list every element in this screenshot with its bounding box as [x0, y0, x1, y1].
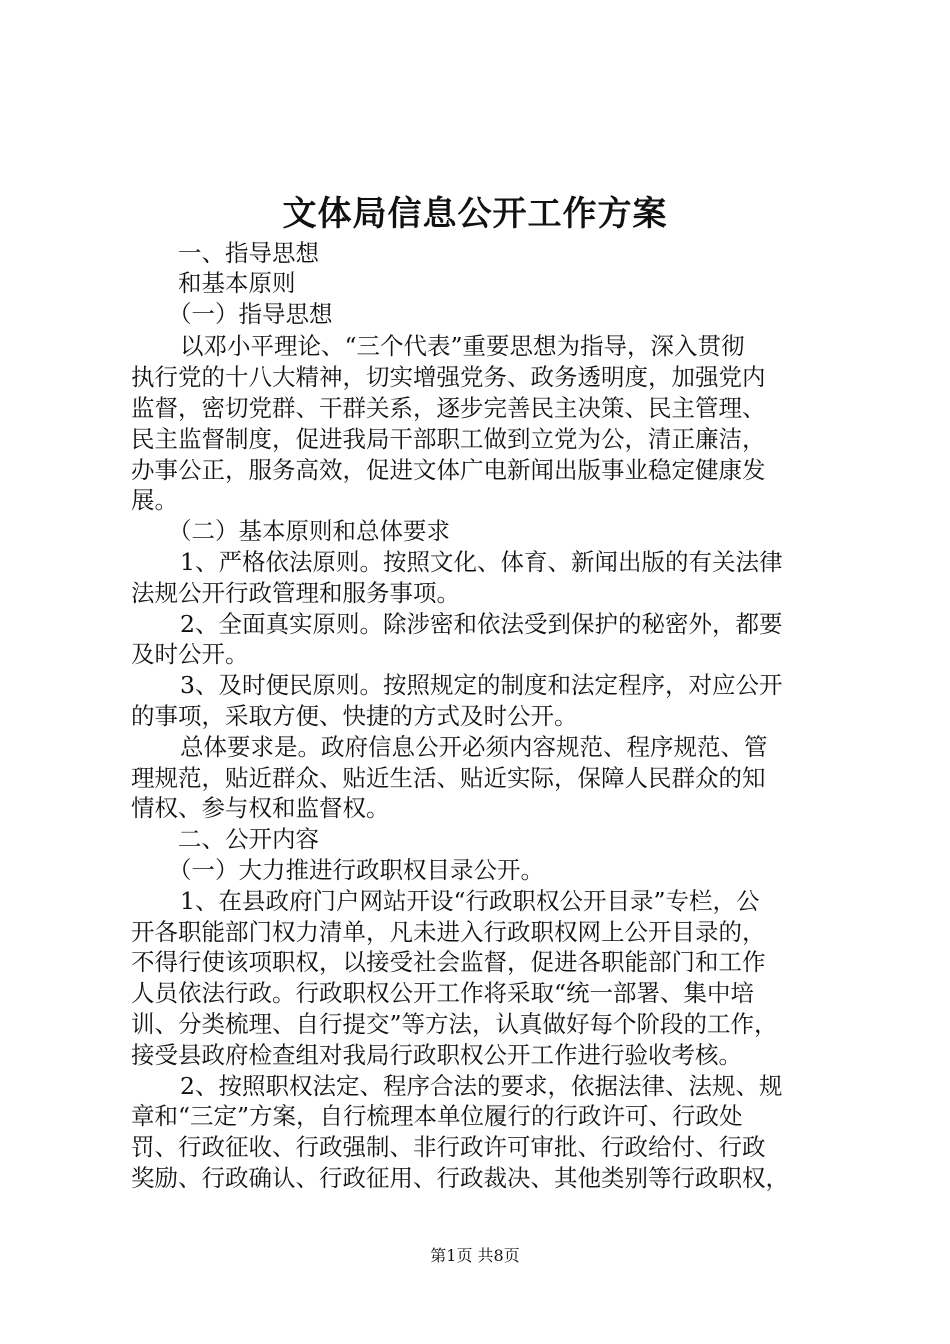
text-line: 理规范，贴近群众、贴近生活、贴近实际，保障人民群众的知 — [131, 764, 766, 792]
text-line: 1、在县政府门户网站开设“行政职权公开目录”专栏，公 — [180, 887, 760, 915]
text-line: 及时公开。 — [131, 640, 249, 668]
text-line: 法规公开行政管理和服务事项。 — [131, 579, 460, 607]
document-title: 文体局信息公开工作方案 — [282, 194, 668, 234]
text-line: 不得行使该项职权，以接受社会监督，促进各职能部门和工作 — [131, 948, 766, 976]
text-line: 以邓小平理论、“三个代表”重要思想为指导，深入贯彻 — [180, 332, 745, 360]
text-line: 章和“三定”方案，自行梳理本单位履行的行政许可、行政处 — [131, 1102, 743, 1130]
text-line: 人员依法行政。行政职权公开工作将采取“统一部署、集中培 — [131, 979, 755, 1007]
text-line: 2、按照职权法定、程序合法的要求，依据法律、法规、规 — [180, 1072, 783, 1100]
text-line: 训、分类梳理、自行提交”等方法，认真做好每个阶段的工作， — [131, 1010, 778, 1038]
text-line: 3、及时便民原则。按照规定的制度和法定程序，对应公开 — [180, 671, 783, 699]
heading-1: 一、指导思想 — [178, 239, 319, 267]
text-line: 情权、参与权和监督权。 — [131, 794, 390, 822]
text-line: 1、严格依法原则。按照文化、体育、新闻出版的有关法律 — [180, 548, 783, 576]
text-line: 的事项，采取方便、快捷的方式及时公开。 — [131, 702, 578, 730]
heading-2: 二、公开内容 — [178, 825, 319, 853]
subheading: （一）大力推进行政职权目录公开。 — [168, 856, 544, 884]
text-line: 展。 — [131, 486, 178, 514]
heading-1-cont: 和基本原则 — [178, 269, 296, 297]
text-line: 奖励、行政确认、行政征用、行政裁决、其他类别等行政职权， — [131, 1164, 789, 1192]
text-line: 接受县政府检查组对我局行政职权公开工作进行验收考核。 — [131, 1041, 742, 1069]
text-line: 2、全面真实原则。除涉密和依法受到保护的秘密外，都要 — [180, 610, 783, 638]
text-line: 罚、行政征收、行政强制、非行政许可审批、行政给付、行政 — [131, 1133, 766, 1161]
page-number: 第1页 共8页 — [430, 1246, 520, 1265]
text-line: 民主监督制度，促进我局干部职工做到立党为公，清正廉洁， — [131, 425, 766, 453]
subheading: （一）指导思想 — [168, 300, 333, 328]
text-line: 总体要求是。政府信息公开必须内容规范、程序规范、管 — [180, 733, 768, 761]
text-line: 办事公正，服务高效，促进文体广电新闻出版事业稳定健康发 — [131, 456, 766, 484]
text-line: 监督，密切党群、干群关系，逐步完善民主决策、民主管理、 — [131, 394, 766, 422]
text-line: 开各职能部门权力清单，凡未进入行政职权网上公开目录的， — [131, 918, 766, 946]
subheading: （二）基本原则和总体要求 — [168, 517, 450, 545]
text-line: 执行党的十八大精神，切实增强党务、政务透明度，加强党内 — [131, 363, 766, 391]
